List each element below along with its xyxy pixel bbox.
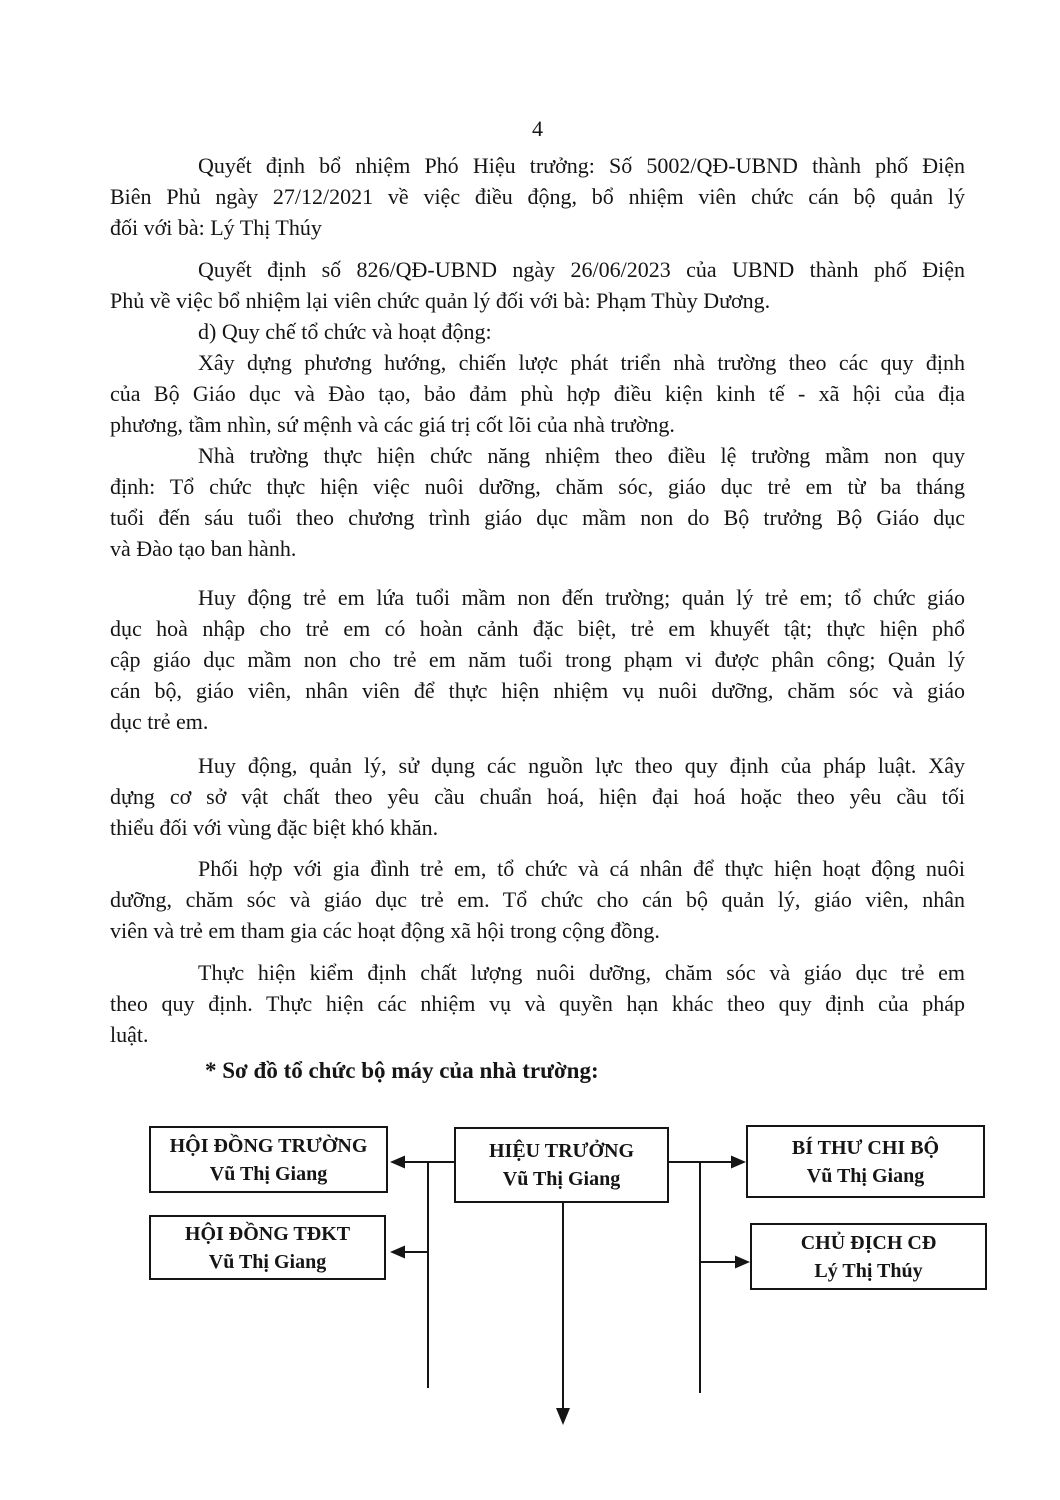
text-line: và Đào tạo ban hành.: [110, 536, 297, 561]
org-chart-heading: * Sơ đồ tổ chức bộ máy của nhà trường:: [205, 1058, 599, 1083]
text-line: Biên Phủ ngày 27/12/2021 về việc điều động, bổ nhiệm viên chức cán bộ quản lý: [110, 184, 965, 209]
arrowhead-down: [556, 1408, 570, 1425]
org-box-title: HIỆU TRƯỞNG: [488, 1140, 635, 1162]
page-number: 4: [532, 116, 543, 141]
text-line: dục hoà nhập cho trẻ em có hoàn cảnh đặc biệt, trẻ em khuyết tật; thực hiện phổ: [110, 616, 965, 641]
arrowhead-right: [731, 1156, 746, 1169]
org-box-person: Vũ Thị Giang: [806, 1164, 925, 1187]
org-box-title: BÍ THƯ CHI BỘ: [791, 1136, 940, 1159]
text-line: Nhà trường thực hiện chức năng nhiệm theo điều lệ trường mầm non quy: [198, 443, 965, 468]
arrowhead-cd: [735, 1256, 750, 1269]
org-box-bi-thu-chi-bo: [746, 1125, 985, 1198]
org-box-person: Vũ Thị Giang: [502, 1168, 621, 1190]
org-box-hieu-truong: [454, 1127, 669, 1203]
org-box-hoi-dong-truong: [149, 1126, 388, 1193]
text-line: Thực hiện kiểm định chất lượng nuôi dưỡng, chăm sóc và giáo dục trẻ em: [198, 960, 965, 985]
org-box-title: HỘI ĐỒNG TRƯỜNG: [169, 1134, 368, 1157]
text-line: Phối hợp với gia đình trẻ em, tổ chức và cá nhân để thực hiện hoạt động nuôi: [198, 856, 965, 881]
org-box-title: CHỦ ĐỊCH CĐ: [800, 1231, 937, 1254]
text-line: dựng cơ sở vật chất theo yêu cầu chuẩn hoá, hiện đại hoá hoặc theo yêu cầu tối: [110, 784, 965, 809]
text-line: d) Quy chế tổ chức và hoạt động:: [198, 319, 492, 344]
text-line: Quyết định số 826/QĐ-UBND ngày 26/06/2023 của UBND thành phố Điện: [198, 257, 965, 282]
text-line: tuổi đến sáu tuổi theo chương trình giáo dục mầm non do Bộ trưởng Bộ Giáo dục: [110, 505, 965, 530]
text-line: định: Tổ chức thực hiện việc nuôi dưỡng, chăm sóc, giáo dục trẻ em từ ba tháng: [110, 474, 965, 499]
text-line: viên và trẻ em tham gia các hoạt động xã hội trong cộng đồng.: [110, 918, 660, 943]
org-box-title: HỘI ĐỒNG TĐKT: [184, 1222, 351, 1245]
text-line: Quyết định bổ nhiệm Phó Hiệu trưởng: Số 5002/QĐ-UBND thành phố Điện: [198, 153, 965, 178]
arrowhead-left: [390, 1156, 405, 1169]
text-line: Huy động trẻ em lứa tuổi mầm non đến trường; quản lý trẻ em; tổ chức giáo: [198, 585, 965, 610]
text-line: cán bộ, giáo viên, nhân viên để thực hiện nhiệm vụ nuôi dưỡng, chăm sóc và giáo: [110, 678, 965, 703]
org-box-person: Vũ Thị Giang: [208, 1250, 327, 1273]
text-line: theo quy định. Thực hiện các nhiệm vụ và quyền hạn khác theo quy định của pháp: [110, 991, 965, 1016]
org-box-chu-dich-cd: [750, 1223, 987, 1290]
org-box-hoi-dong-tdkt: [149, 1215, 386, 1280]
arrowhead-tdkt: [390, 1246, 405, 1259]
text-line: Huy động, quản lý, sử dụng các nguồn lực theo quy định của pháp luật. Xây: [198, 753, 965, 778]
text-line: thiểu đối với vùng đặc biệt khó khăn.: [110, 815, 439, 840]
text-line: Phủ về việc bổ nhiệm lại viên chức quản lý đối với bà: Phạm Thùy Dương.: [110, 288, 771, 313]
text-line: Xây dựng phương hướng, chiến lược phát triển nhà trường theo các quy định: [198, 350, 965, 375]
text-line: dục trẻ em.: [110, 709, 209, 734]
org-box-person: Vũ Thị Giang: [209, 1162, 328, 1185]
org-box-person: Lý Thị Thúy: [814, 1259, 923, 1282]
text-line: luật.: [110, 1022, 149, 1047]
text-line: đối với bà: Lý Thị Thúy: [110, 215, 322, 240]
text-line: của Bộ Giáo dục và Đào tạo, bảo đảm phù hợp điều kiện kinh tế - xã hội của địa: [110, 381, 965, 406]
text-line: dưỡng, chăm sóc và giáo dục trẻ em. Tổ chức cho cán bộ quản lý, giáo viên, nhân: [110, 887, 965, 912]
text-line: cập giáo dục mầm non cho trẻ em năm tuổi trong phạm vi được phân công; Quản lý: [110, 647, 965, 672]
text-line: phương, tầm nhìn, sứ mệnh và các giá trị cốt lõi của nhà trường.: [110, 412, 675, 437]
